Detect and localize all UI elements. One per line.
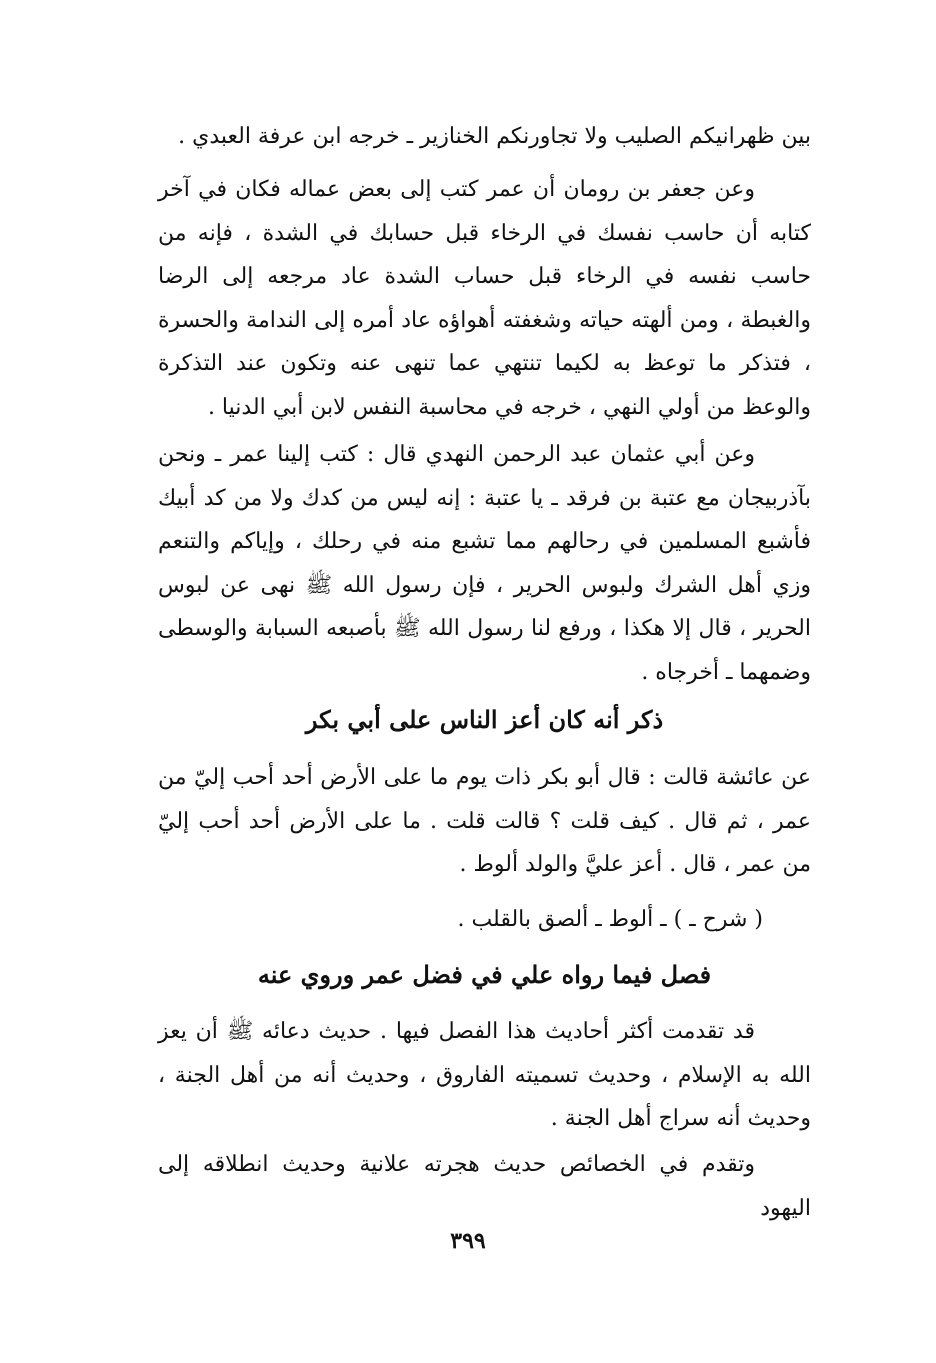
paragraph-abu-uthman-nahdi: وعن أبي عثمان عبد الرحمن النهدي قال : كتب إلينا عمر ـ ونحن بآذربيجان مع عتبة بن فرقد ـ يا عتبة : إنه ليس من كدك ولا من كد أبيك فأشبع المسلمين في رحالهم مما تشبع منه في رحلك ، وإياكم والتنعم وزي أهل الشرك ولبوس الحرير ، فإن رسول الله ﷺ نهى عن لبوس الحرير ، قال إلا هكذا ، ورفع لنا رسول الله ﷺ بأصبعه السبابة والوسطى وضمهما ـ أخرجاه . bbox=[158, 442, 811, 685]
section-heading-ali: فصل فيما رواه علي في فضل عمر وروي عنه bbox=[257, 960, 712, 989]
paragraph-previous-hadiths: قد تقدمت أكثر أحاديث هذا الفصل فيها . حديث دعائه ﷺ أن يعز الله به الإسلام ، وحديث تسميته الفاروق ، وحديث أنه من أهل الجنة ، وحديث أنه سراج أهل الجنة . bbox=[158, 1019, 811, 1131]
paragraph-continuation: بين ظهرانيكم الصليب ولا تجاورنكم الخنازير ـ خرجه ابن عرفة العبدي . bbox=[178, 124, 811, 149]
paragraph-aisha: عن عائشة قالت : قال أبو بكر ذات يوم ما على الأرض أحد أحب إليّ من عمر ، ثم قال . كيف قلت ؟ قالت قلت . ما على الأرض أحد أحب إليّ من عمر ، قال . أعز عليَّ والولد ألوط . bbox=[158, 765, 811, 877]
paragraph-khasais: وتقدم في الخصائص حديث هجرته علانية وحديث انطلاقه إلى اليهود bbox=[158, 1152, 811, 1221]
section-heading-abu-bakr: ذكر أنه كان أعز الناس على أبي بكر bbox=[305, 705, 664, 734]
paragraph-jafar-ibn-ruman: وعن جعفر بن رومان أن عمر كتب إلى بعض عماله فكان في آخر كتابه أن حاسب نفسك في الرخاء قبل حسابك في الشدة ، فإنه من حاسب نفسه في الرخاء قبل حساب الشدة عاد مرجعه إلى الرضا والغبطة ، ومن ألهته حياته وشغفته أهواؤه عاد أمره إلى الندامة والحسرة ، فتذكر ما توعظ به لكيما تنتهي عما تنهى عنه وتكون عند التذكرة والوعظ من أولي النهي ، خرجه في محاسبة النفس لابن أبي الدنيا . bbox=[158, 177, 811, 420]
page-number: ٣٩٩ bbox=[450, 1228, 486, 1254]
explanatory-note: ( شرح ـ ) ـ ألوط ـ ألصق بالقلب . bbox=[457, 907, 763, 932]
